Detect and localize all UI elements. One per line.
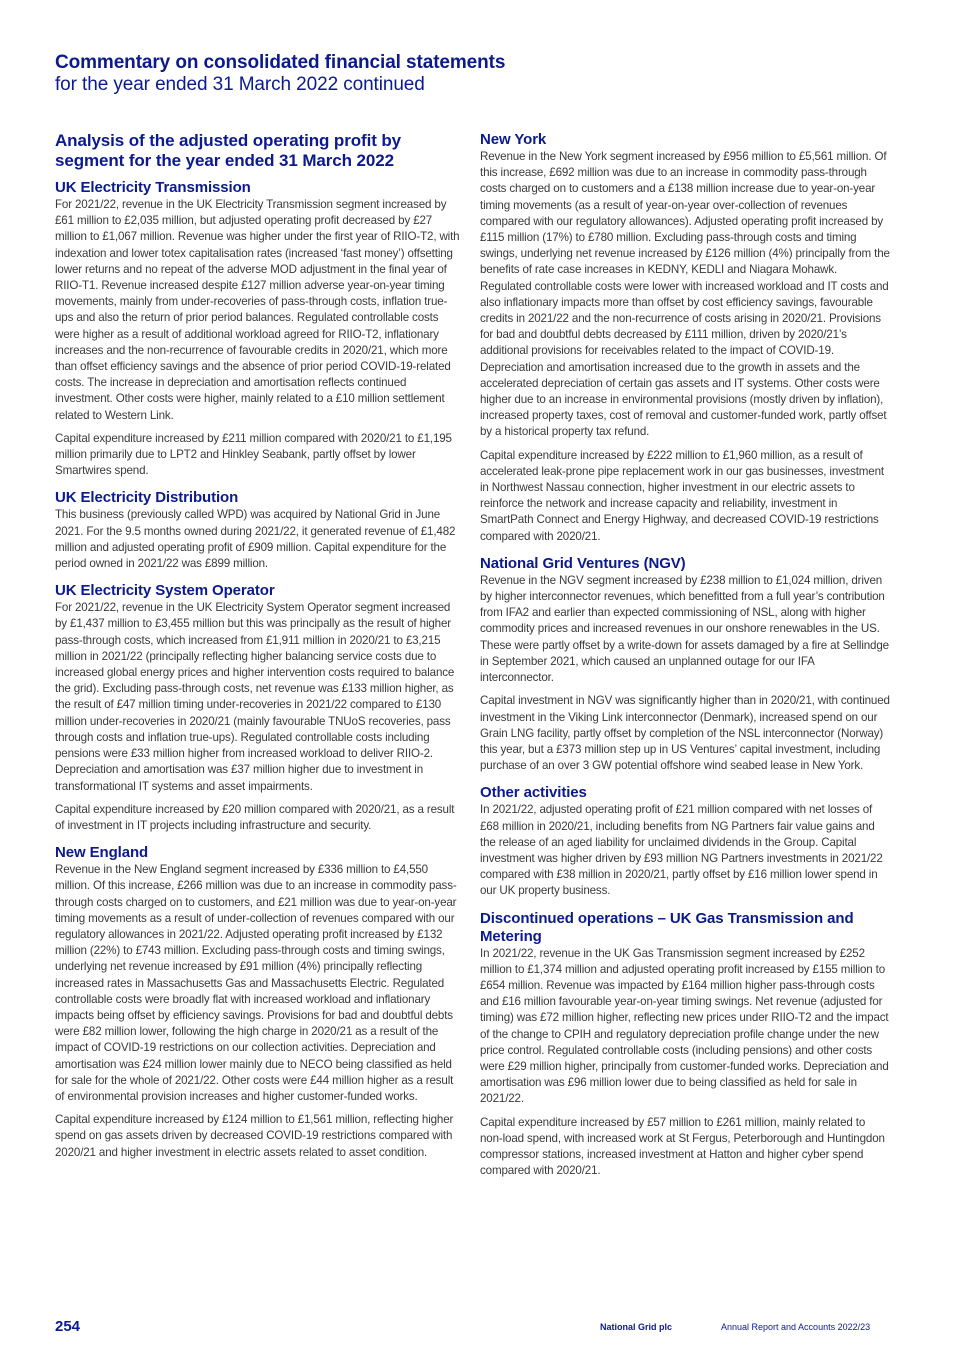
paragraph: Capital expenditure increased by £124 million to £1,561 million, reflecting higher spend on gas assets driven by decreased COVID-19 restrictions compared with 2020/21 and higher investment in electric assets related to asset condition. xyxy=(55,1113,454,1159)
paragraph: Revenue in the New England segment increased by £336 million to £4,550 million. Of this increase, £266 million was due to an increase in commodity pass-through costs charged on to customers, and £21 million was due to year-on-year timing movements as a result of under-collection of revenues compared with our regulatory allowances in 2021/22. Adjusted operating profit increased by £132 million (22%) to £743 million. Excluding pass-through costs and timing swings, underlying net revenue increased by £91 million (4%) principally reflecting increased rates in Massachusetts Gas and Massachusetts Electric. Regulated controllable costs were broadly flat with increased workload and inflationary impacts being offset by efficiency savings. Provisions for bad and doubtful debts were £82 million lower, following the high charge in 2020/21 as a result of the impact of COVID-19 restrictions on our collection activities. Depreciation and amortisation was £24 million lower mainly due to NECO being classified as held for sale for the whole of 2021/22. Other costs were £44 million higher as a result of environmental provision increases and higher customer-funded works. xyxy=(55,863,457,1103)
paragraph: Capital investment in NGV was significantly higher than in 2020/21, with continued investment in the Viking Link interconnector (Denmark), increased spend on our Grain LNG facility, partly offset by completion of the NSL interconnector (Norway) this year, but a £373 million step up in US Ventures’ capital investment, including purchase of an over 3 GW potential offshore wind seabed lease in New York. xyxy=(480,694,890,773)
page-subtitle: for the year ended 31 March 2022 continued xyxy=(55,74,425,95)
section-heading: New York xyxy=(480,131,547,148)
section-heading: New England xyxy=(55,844,149,862)
section-heading: UK Electricity System Operator xyxy=(55,582,275,600)
paragraph: Capital expenditure increased by £20 million compared with 2020/21, as a result of investment in IT projects including infrastructure and security. xyxy=(55,802,455,832)
paragraph: For 2021/22, revenue in the UK Electricity System Operator segment increased by £1,437 million to £3,455 million but this was principally as the result of higher pass-through costs, which increased from £1,911 million in 2020/21 to £3,215 million in 2021/22 (principally reflecting higher balancing service costs due to increased global energy prices and higher intervention costs required to balance the grid). Excluding pass-through costs, net revenue was £133 million higher, as the result of £47 million timing under-recoveries in 2021/22 compared to £130 million under-recoveries in 2020/21 (mainly favourable TNUoS recoveries, pass through costs and inflation true-ups). Regulated controllable costs including pensions were £33 million higher from increased workload to deliver RIIO-2. Depreciation and amortisation was £37 million higher due to investment in transformational IT systems and asset impairments. xyxy=(55,601,455,793)
paragraph: This business (previously called WPD) was acquired by National Grid in June 2021. For the 9.5 months owned during 2021/22, it generated revenue of £1,482 million and adjusted operating profit of £909 million. Capital expenditure for the period owned in 2021/22 was £899 million. xyxy=(55,508,456,571)
section-other-activities xyxy=(480,784,890,899)
section-heading: Other activities xyxy=(480,784,587,802)
section-heading: Discontinued operations – UK Gas Transmission and Metering xyxy=(480,909,854,945)
paragraph: Capital expenditure increased by £222 million to £1,960 million, as a result of accelerated leak-prone pipe replacement work in our gas businesses, investment in Northwest Nassau connection, higher investment in our electric assets to reinforce the network and increase capacity and reliability, investment in SmartPath Connect and Energy Highway, and decreased COVID-19 restrictions compared with 2020/21. xyxy=(480,448,884,543)
section-uk-electricity-system-operator xyxy=(55,582,463,834)
page-footer xyxy=(55,1318,895,1338)
section-new-england xyxy=(55,844,463,1161)
section-national-grid-ventures xyxy=(480,555,890,774)
analysis-heading: Analysis of the adjusted operating profit by segment for the year ended 31 March 2022 xyxy=(55,131,402,170)
paragraph: For 2021/22, revenue in the UK Electricity Transmission segment increased by £61 million to £2,035 million, but adjusted operating profit decreased by £27 million to £1,067 million. Revenue was higher under the first year of RIIO-T2, with indexation and lower totex capitalisation rates (increased ‘fast money’) offsetting lower returns and no repeat of the adverse MOD adjustment in the final year of RIIO-T1. Revenue increased despite £127 million adverse year-on-year timing movements, mainly from under-recoveries of pass-through costs, inflation true-ups and also the return of prior period balances. Regulated controllable costs were higher as a result of additional workload agreed for RIIO-T2, inflationary increases and the non-recurrence of favourable credits in 2020/21, which more than offset efficiency savings and the absence of prior period COVID-19-related costs. The increase in depreciation and amortisation reflects continued investment. Other costs were higher, mainly related to a £10 million settlement related to Western Link. xyxy=(55,198,460,422)
right-column xyxy=(480,131,890,1189)
paragraph: Capital expenditure increased by £57 million to £261 million, mainly related to non-load spend, with increased work at St Fergus, Peterborough and Huntingdon compressor stations, increased investment at Hatton and higher cyber spend compared with 2020/21. xyxy=(480,1115,885,1178)
section-new-york xyxy=(480,131,890,545)
left-column xyxy=(55,131,463,1171)
section-heading: UK Electricity Distribution xyxy=(55,489,239,507)
page-header xyxy=(55,52,915,96)
paragraph: In 2021/22, revenue in the UK Gas Transmission segment increased by £252 million to £1,374 million and adjusted operating profit increased by £155 million to £654 million. Revenue was impacted by £164 million higher pass-through costs and £16 million favourable year-on-year timing swings. Net revenue (adjusted for timing) was £72 million higher, reflecting new prices under RIIO-T2 and the impact of the change to CPIH and regulatory depreciation profile change under the new price control. Regulated controllable costs (including pensions) and other costs were £29 million higher, principally from customer-funded works. Depreciation and amortisation was £96 million lower due to being classified as held for sale in 2021/22. xyxy=(480,946,889,1106)
company-name: National Grid plc xyxy=(600,1322,673,1332)
section-heading: National Grid Ventures (NGV) xyxy=(480,554,686,572)
section-heading: UK Electricity Transmission xyxy=(55,179,251,196)
paragraph: Capital expenditure increased by £211 million compared with 2020/21 to £1,195 million primarily due to LPT2 and Hinkley Seabank, partly offset by lower Smartwires spend. xyxy=(55,431,452,478)
section-uk-electricity-transmission xyxy=(55,179,463,479)
paragraph: Revenue in the New York segment increased by £956 million to £5,561 million. Of this increase, £692 million was due to an increase in commodity pass-through costs charged on to customers and a £138 million increase due to year-on-year timing movements (as a result of year-on-year over-collection of revenues compared with our regulatory allowances). Adjusted operating profit increased by £115 million (17%) to £780 million. Excluding pass-through costs and timing swings, underlying net revenue increased by £126 million (4%) principally from the benefits of rate case increases in KEDNY, KEDLI and Niagara Mohawk. Regulated controllable costs were lower with increased workload and IT costs and also inflationary impacts more than offset by cost efficiency savings, favourable credits in 2021/22 and the non-recurrence of costs arising in 2020/21. Provisions for bad and doubtful debts decreased by £111 million, driven by 2020/21’s additional provisions for receivables related to the impact of COVID-19. Depreciation and amortisation increased due to the growth in assets and the accelerated depreciation of certain gas assets and IT systems. Other costs were higher due to an increase in environmental provisions (mostly driven by inflation), increased property taxes, cost of removal and customer-funded work, partly offset by a historical property tax refund. xyxy=(480,150,890,439)
paragraph: Revenue in the NGV segment increased by £238 million to £1,024 million, driven by higher interconnector revenues, which benefitted from a full year’s contribution from IFA2 and earlier than expected commissioning of NSL, along with higher commodity prices and increased revenues in our onshore renewables in the US. These were partly offset by a write-down for assets damaged by a fire at Sellindge in September 2021, which caused an unplanned outage for our IFA interconnector. xyxy=(480,573,889,685)
paragraph: In 2021/22, adjusted operating profit of £21 million compared with net losses of £68 million in 2020/21, including benefits from NG Partners fair value gains and the release of an aged liability for unclaimed dividends in the Group. Capital investment was higher driven by £93 million NG Partners investments in 2021/22 compared with £38 million in 2020/21, partly offset by £16 million lower spend in our UK property business. xyxy=(480,803,883,898)
page-title: Commentary on consolidated financial statements xyxy=(55,52,506,73)
page-number: 254 xyxy=(55,1318,81,1335)
report-title: Annual Report and Accounts 2022/23 xyxy=(721,1322,871,1332)
section-discontinued-operations xyxy=(480,910,890,1180)
section-uk-electricity-distribution xyxy=(55,489,463,572)
